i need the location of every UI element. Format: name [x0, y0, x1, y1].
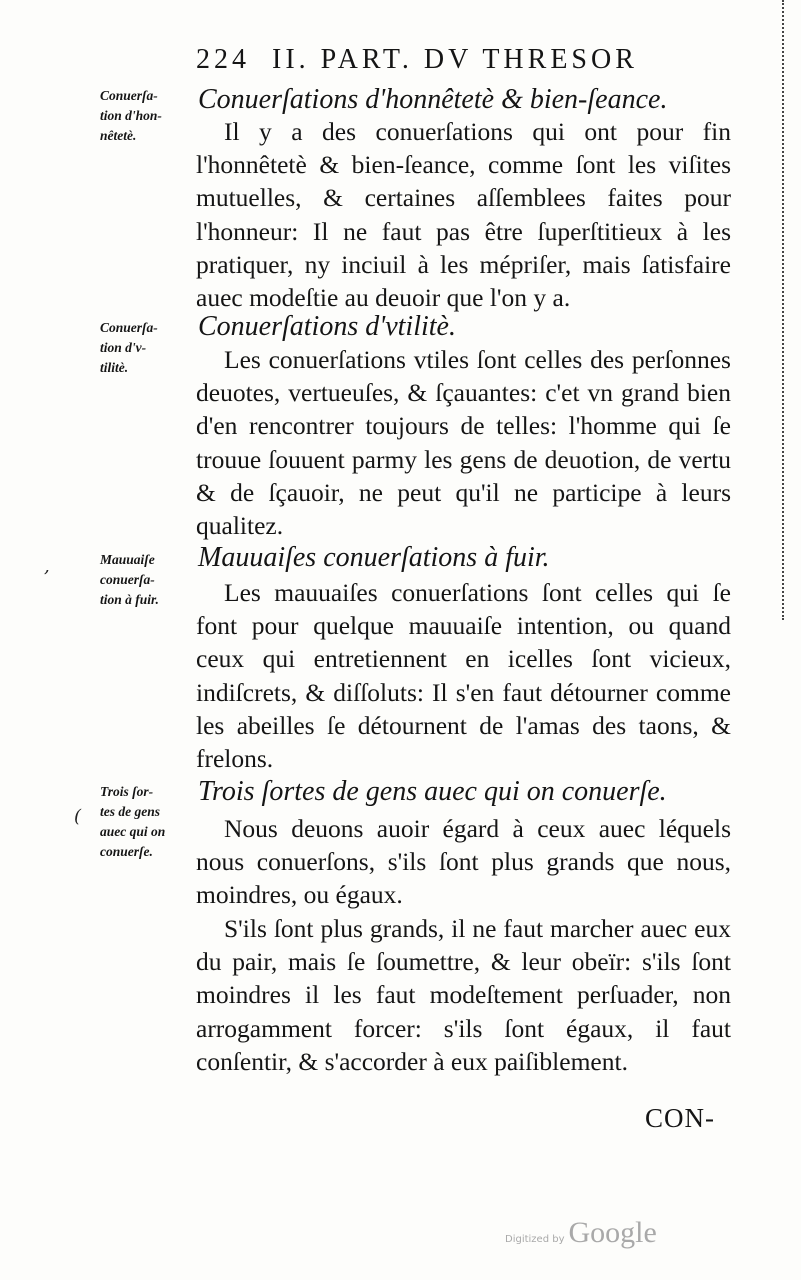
paragraph-honnetete — [196, 115, 731, 314]
watermark-brand: Google — [568, 1216, 657, 1249]
stray-ink-mark: ( — [74, 806, 82, 827]
running-head — [196, 44, 638, 76]
running-title: II. PART. DV THRESOR — [272, 44, 638, 75]
catchword: CON- — [645, 1103, 715, 1133]
paragraph-mauuaises — [196, 576, 731, 775]
gutter-edge — [782, 0, 787, 620]
paragraph-text: Nous deuons auoir égard à ceux auec léquels nous conuerſons, s'ils ſont plus grands que nous, moindres, ou égaux. — [196, 814, 731, 910]
paragraph-utilite — [196, 343, 731, 542]
margin-note-utilite: Conuerſa- tion d'v- tilitè. — [100, 320, 158, 375]
margin-note-mauuaises: Mauuaiſe conuerſa- tion à fuir. — [100, 552, 159, 607]
page-number: 224 — [196, 44, 250, 75]
paragraph-text: Les conuerſations vtiles ſont celles des perſonnes deuotes, vertueuſes, & ſçauantes: c'et vn grand bien d'en rencontrer toujours de telles: l'homme qui ſe trouue ſouuent parmy les gens de deuotion, de vertu & de ſçauoir, ne peut qu'il ne participe à leurs qualitez. — [196, 345, 731, 541]
watermark-prefix: Digitized by — [505, 1234, 565, 1245]
paragraph-text: Les mauuaiſes conuerſations ſont celles qui ſe font pour quelque mauuaiſe intention, ou quand ceux qui entretiennent en icelles ſont vicieux, indiſcrets, & diſſoluts: Il s'en faut détourner comme les abeilles ſe détournent de l'amas des taons, & frelons. — [196, 578, 731, 774]
section-title-utilite: Conuerſations d'vtilitè. — [198, 311, 456, 342]
section-title-mauuaises: Mauuaiſes conuerſations à fuir. — [198, 542, 550, 573]
margin-note-honnetete: Conuerſa- tion d'hon- nêtetè. — [100, 88, 162, 143]
section-title-trois-sortes: Trois ſortes de gens auec qui on conuerſe. — [198, 776, 667, 807]
digitization-watermark — [505, 1216, 657, 1250]
paragraph-text: S'ils ſont plus grands, il ne faut marcher auec eux du pair, mais ſe ſoumettre, & leur obeïr: s'ils ſont moindres il les faut modeſtement perſuader, non arrogamment forcer: s'ils ſont égaux, il faut conſentir, & s'accorder à eux paiſiblement. — [196, 914, 731, 1076]
paragraph-text: Il y a des conuerſations qui ont pour fin l'honnêtetè & bien-ſeance, comme ſont les viſites mutuelles, & certaines aſſemblees faites pour l'honneur: Il ne faut pas être ſuperſtitieux à les pratiquer, ny inciuil à les mépriſer, mais ſatisfaire auec modeſtie au deuoir que l'on y a. — [196, 117, 731, 313]
stray-ink-mark: , — [44, 556, 50, 577]
margin-note-trois-sortes: Trois ſor- tes de gens auec qui on conuerſe. — [100, 784, 166, 859]
paragraph-trois-sortes — [196, 812, 731, 912]
paragraph-trois-sortes-2 — [196, 912, 731, 1078]
section-title-honnetete: Conuerſations d'honnêtetè & bien-ſeance. — [198, 84, 668, 115]
